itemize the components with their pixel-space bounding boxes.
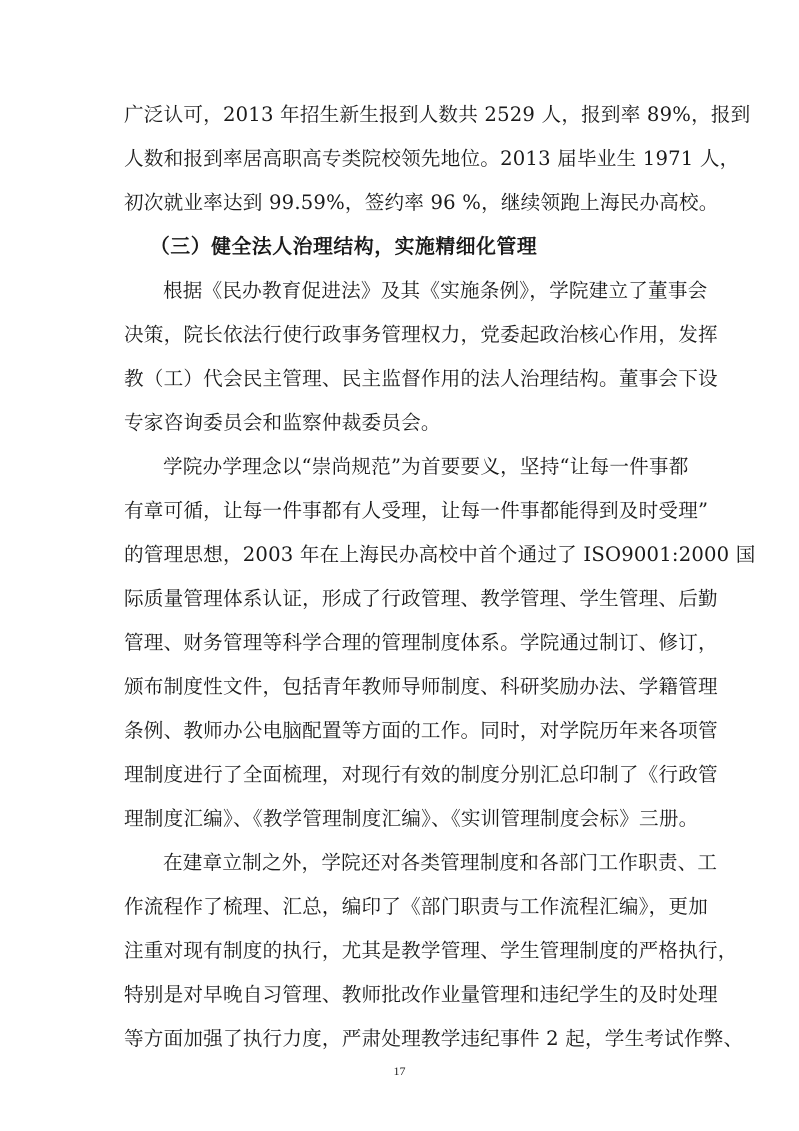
paragraph-line: 初次就业率达到 99.59%，签约率 96 %，继续领跑上海民办高校。: [124, 191, 719, 214]
paragraph-line: 学院办学理念以“崇尚规范”为首要要义，坚持“让每一件事都: [163, 455, 689, 478]
paragraph-line: 等方面加强了执行力度，严肃处理教学违纪事件 2 起，学生考试作弊、: [124, 1027, 744, 1050]
section-heading: （三）健全法人治理结构，实施精细化管理: [150, 235, 538, 258]
paragraph-line: 管理、财务管理等科学合理的管理制度体系。学院通过制订、修订，: [124, 631, 718, 654]
paragraph-line: 特别是对早晚自习管理、教师批改作业量管理和违纪学生的及时处理: [124, 983, 718, 1006]
paragraph-line: 注重对现有制度的执行，尤其是教学管理、学生管理制度的严格执行，: [124, 939, 738, 962]
paragraph-line: 在建章立制之外，学院还对各类管理制度和各部门工作职责、工: [163, 851, 718, 874]
paragraph-line: 作流程作了梳理、汇总，编印了《部门职责与工作流程汇编》，更加: [124, 895, 709, 918]
paragraph-line: 根据《民办教育促进法》及其《实施条例》，学院建立了董事会: [163, 279, 708, 302]
paragraph-line: 的管理思想，2003 年在上海民办高校中首个通过了 ISO9001:2000 国: [124, 543, 756, 566]
paragraph-line: 条例、教师办公电脑配置等方面的工作。同时，对学院历年来各项管: [124, 719, 718, 742]
page-number: 17: [393, 1064, 406, 1078]
paragraph-line: 专家咨询委员会和监察仲裁委员会。: [124, 411, 441, 434]
paragraph-line: 理制度进行了全面梳理，对现行有效的制度分别汇总印制了《行政管: [124, 763, 718, 786]
paragraph-line: 理制度汇编》、《教学管理制度汇编》、《实训管理制度会标》三册。: [124, 807, 699, 830]
paragraph-line: 颁布制度性文件，包括青年教师导师制度、科研奖励办法、学籍管理: [124, 675, 718, 698]
paragraph-line: 有章可循，让每一件事都有人受理，让每一件事都能得到及时受理”: [124, 499, 709, 522]
paragraph-line: 教（工）代会民主管理、民主监督作用的法人治理结构。董事会下设: [124, 367, 718, 390]
paragraph-line: 际质量管理体系认证，形成了行政管理、教学管理、学生管理、后勤: [124, 587, 718, 610]
paragraph-line: 人数和报到率居高职高专类院校领先地位。2013 届毕业生 1971 人，: [124, 147, 740, 170]
paragraph-line: 广泛认可，2013 年招生新生报到人数共 2529 人，报到率 89%，报到: [124, 103, 751, 126]
paragraph-line: 决策，院长依法行使行政事务管理权力，党委起政治核心作用，发挥: [124, 323, 718, 346]
